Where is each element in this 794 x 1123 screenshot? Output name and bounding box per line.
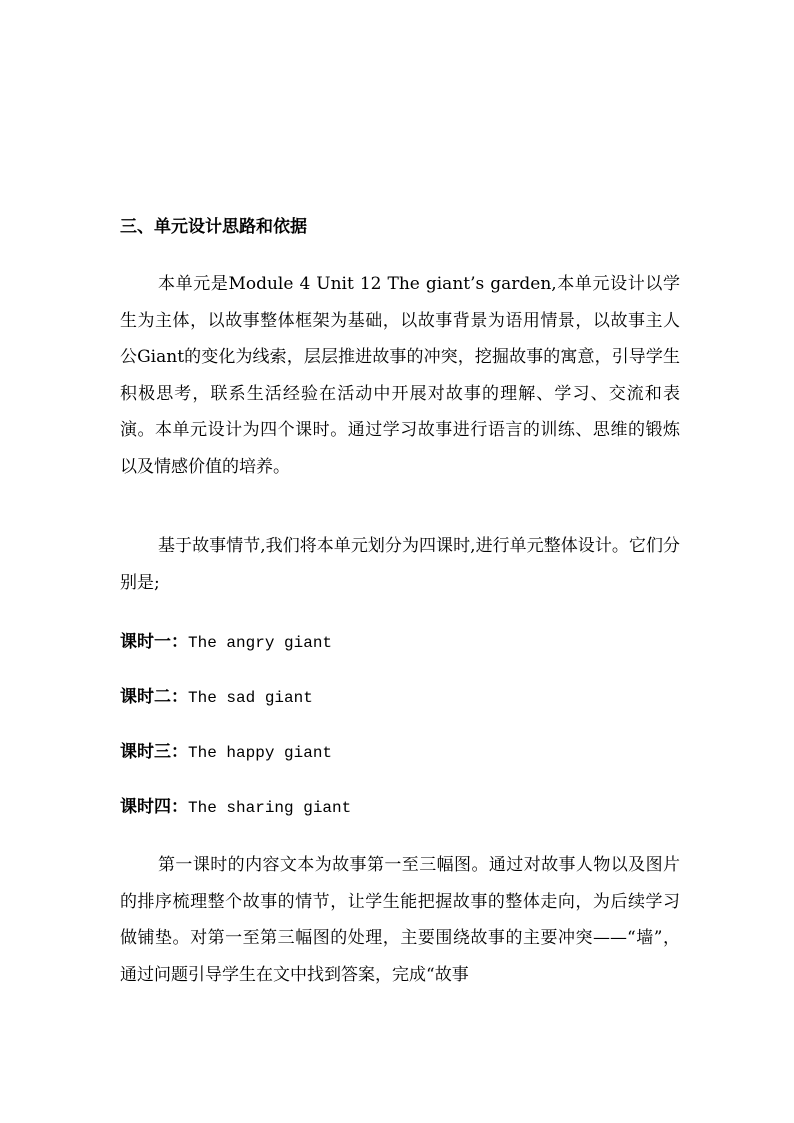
lesson-title: The sad giant	[188, 689, 313, 707]
lesson-title: The angry giant	[188, 634, 333, 652]
lesson-title: The happy giant	[188, 744, 333, 762]
lesson-item	[120, 737, 332, 768]
lesson-title: The sharing giant	[188, 799, 352, 817]
section-heading: 三、单元设计思路和依据	[120, 217, 307, 237]
lesson-label: 课时二：	[120, 687, 188, 707]
paragraph-first-lesson: 第一课时的内容文本为故事第一至三幅图。通过对故事人物以及图片的排序梳理整个故事的情节，让学生能把握故事的整体走向，为后续学习做铺垫。对第一至第三幅图的处理，主要围绕故事的主要冲突——“墙”，通过问题引导学生在文中找到答案，完成“故事	[120, 855, 680, 985]
paragraph-unit-overview: 本单元是Module 4 Unit 12 The giant’s garden,本单元设计以学生为主体，以故事整体框架为基础，以故事背景为语用情景，以故事主人公Giant的变化为线索，层层推进故事的冲突，挖掘故事的寓意，引导学生积极思考，联系生活经验在活动中开展对故事的理解、学习、交流和表演。本单元设计为四个课时。通过学习故事进行语言的训练、思维的锻炼以及情感价值的培养。	[120, 274, 680, 477]
lesson-label: 课时三：	[120, 742, 188, 762]
lesson-item	[120, 792, 351, 823]
paragraph-lesson-division: 基于故事情节,我们将本单元划分为四课时,进行单元整体设计。它们分别是;	[120, 536, 680, 593]
lesson-item	[120, 682, 313, 713]
lesson-label: 课时一：	[120, 632, 188, 652]
lesson-item	[120, 627, 332, 658]
lesson-label: 课时四：	[120, 797, 188, 817]
